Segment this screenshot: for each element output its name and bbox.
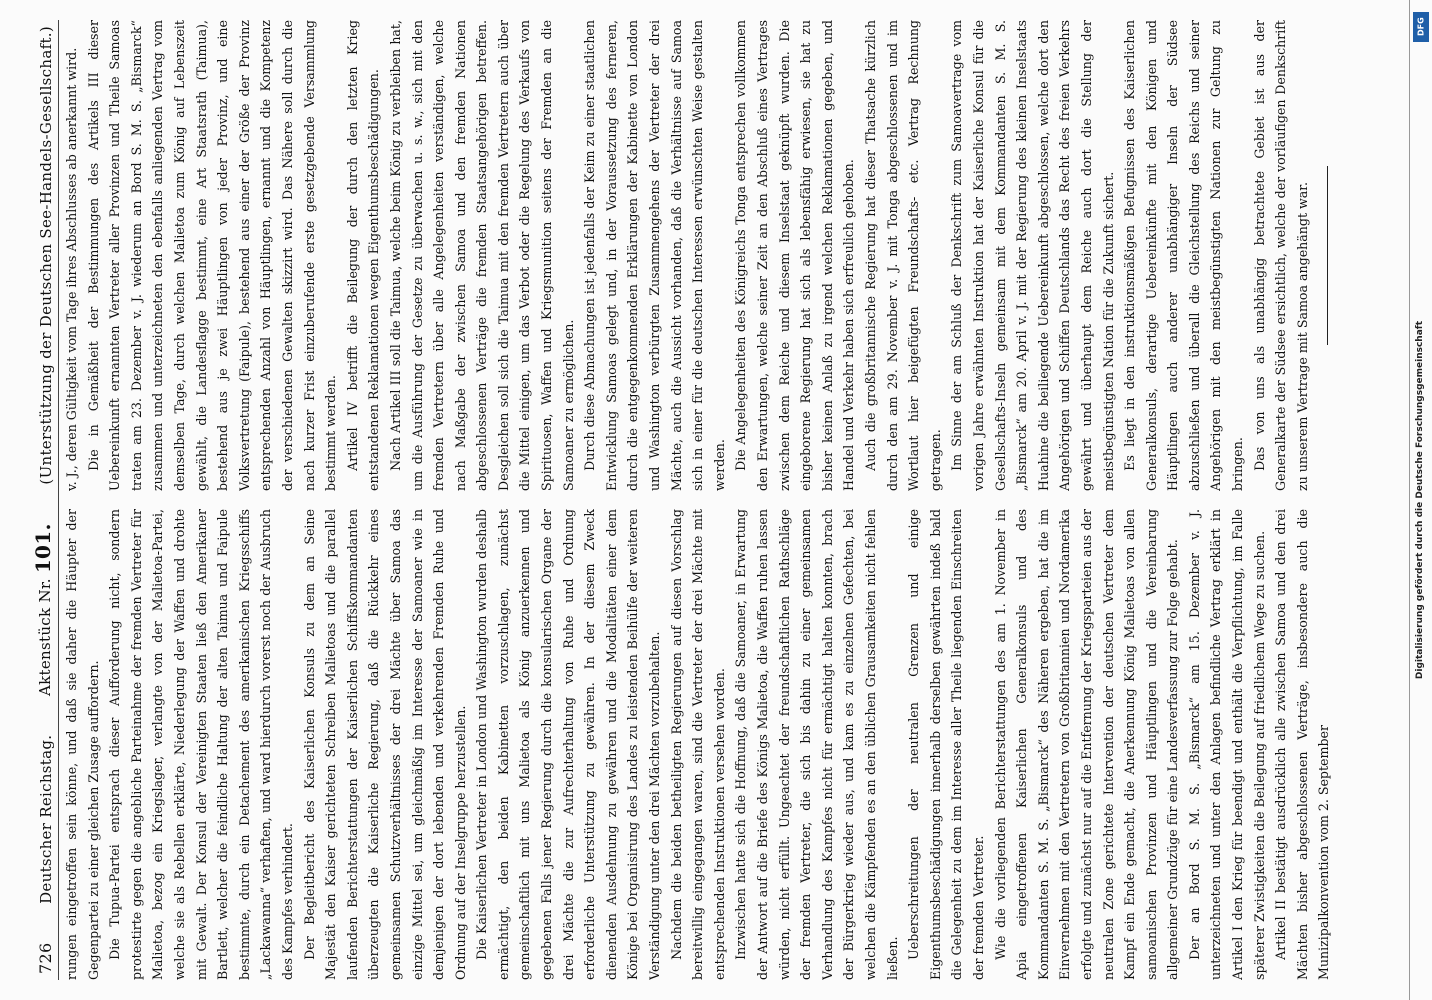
right-column — [61, 20, 1391, 491]
rotated-document-page — [21, 20, 1391, 980]
end-rule — [1327, 166, 1328, 345]
paragraph: Artikel IV betrifft die Beilegung der durch den letzten Krieg entstandenen Reklamationen wegen Eigenthumsbeschädigungen. — [344, 20, 382, 491]
digitization-stamp — [1414, 10, 1426, 990]
paragraph: Ueberschreitungen der neutralen Grenzen und einige Eigenthumsbeschädigungen innerhalb derselben gewährten indeß bald die Gelegenheit zu dem im Interesse aller Theile liegenden Einschreiten der fremden Vertreter. — [906, 509, 986, 980]
text-columns — [61, 20, 1391, 980]
paragraph: Der Begleitbericht des Kaiserlichen Konsuls zu dem an Seine Majestät den Kaiser gerichteten Schreiben Malietoas und die parallel laufenden Berichterstattungen der Kaiserlichen Schiffskommandanten überzeugten die Kaiserliche Regierung, daß die Rückkehr eines gemeinsamen Schutzverhältnisses der drei Mächte über Samoa das einzige Mittel sei, um gleichmäßig im Interesse der Samoaner wie in demjenigen der dort lebenden und verkehrenden Fremden Ruhe und Ordnung auf der Inselgruppe herzustellen. — [301, 509, 468, 980]
issue-number: 101. — [31, 523, 55, 574]
running-header — [21, 20, 59, 980]
page-number: 726 — [36, 942, 55, 974]
dfg-logo: DFG — [1413, 12, 1429, 42]
paragraph: Nachdem die beiden betheiligten Regierungen auf diesen Vorschlag bereitwillig eingegangen waren, sind die Vertreter der drei Mächte mit entsprechenden Instruktionen versehen worden. — [668, 509, 727, 980]
paragraph: v. J., deren Gültigkeit vom Tage ihres Abschlusses ab anerkannt wird. — [64, 47, 79, 491]
paragraph: Die Kaiserlichen Vertreter in London und Washington wurden deshalb ermächtigt, den beiden Kabinetten vorzuschlagen, zunächst gemeinschaftlich mit uns Malietoa als König anzuerkennen und gegebenen Falls jener Regierung durch die konsularischen Organe der drei Mächte die zur Aufrechterhaltung von Ruhe und Ordnung erforderliche Unterstützung zu gewähren. In der diesem Zweck dienenden Ausdehnung zu gewähren und die Modalitäten einer dem Könige bei Organisirung des Landes zu leistenden Beihülfe der weiteren Verständigung unter den drei Mächten vorzubehalten. — [474, 509, 663, 980]
section-title: (Unterstützung der Deutschen See-Handels-Gesellschaft.) — [37, 26, 55, 485]
issue-text: Aktenstück Nr. — [36, 578, 54, 696]
paragraph: Durch diese Abmachungen ist jedenfalls der Keim zu einer staatlichen Entwicklung Samoas gelegt und, in der Voraussetzung des ferneren, durch die entgegenkommenden Erklärungen der Kabinette von London und Washington verbürgten Zusammengehens der Vertreter der drei Mächte, auch die Aussicht vorhanden, daß die Verhältnisse auf Samoa sich in einer für die deutschen Interessen erwünschten Weise gestalten werden. — [582, 20, 727, 491]
paragraph: Inzwischen hatte sich die Hoffnung, daß die Samoaner, in Erwartung der Antwort auf die Briefe des Königs Malietoa, die Waffen ruhen lassen würden, nicht erfüllt. Ungeachtet der freundschaftlichen Rathschläge der fremden Vertreter, die sich bis dahin zu einer gemeinsamen Verhandlung des Kampfes nicht für ermächtigt halten konnten, brach der Bürgerkrieg wieder aus, und kam es zu einzelnen Gefechten, bei welchen die Kämpfenden es an den üblichen Grausamkeiten nicht fehlen ließen. — [733, 509, 900, 980]
scan-edge — [1409, 0, 1410, 1000]
paragraph: Im Sinne der am Schluß der Denkschrift zum Samoavertrage vom vorigen Jahre erwähnten Instruktion hat der Kaiserliche Konsul für die Gesellschafts-Inseln gemeinsam mit dem Kommandanten S. M. S. „Bismarck“ am 20. April v. J. mit der Regierung des kleinen Inselstaats Huahine die beiliegende Uebereinkunft abgeschlossen, welche dort den Angehörigen und Schiffen Deutschlands das Recht des freien Verkehrs gewährt und überhaupt dem Reiche auch dort die Stellung der meistbegünstigten Nation für die Zukunft sichert. — [949, 20, 1116, 491]
journal-title: Deutscher Reichstag. — [37, 734, 55, 904]
paragraph: Es liegt in den instruktionsmäßigen Befugnissen des Kaiserlichen Generalkonsuls, derartige Uebereinkünfte mit den Königen und Häuptlingen auch anderer unabhängiger Inseln der Südsee abzuschließen und überall die Gleichstellung des Reichs und seiner Angehörigen mit den meistbegünstigten Nationen zur Geltung zu bringen. — [1122, 20, 1246, 491]
paragraph: Artikel II bestätigt ausdrücklich alle zwischen Samoa und den drei Mächten bisher abgeschlossenen Verträge, insbesondere auch die Munizipalkonvention vom 2. September — [1273, 509, 1332, 980]
paragraph: Das von uns als unabhängig betrachtete Gebiet ist aus der Generalkarte der Südsee ersichtlich, welche der vorläufigen Denkschrift zu unserem Vertrage mit Samoa angehängt war. — [1251, 20, 1310, 491]
paragraph: Auch die großbritannische Regierung hat dieser Thatsache kürzlich durch den am 29. November v. J. mit Tonga abgeschlossenen und im Wortlaut hier beigefügten Freundschafts- etc. Vertrag Rechnung getragen. — [862, 20, 943, 491]
stamp-text: Digitalisierung gefördert durch die Deutsche Forschungsgemeinschaft — [1415, 320, 1425, 680]
paragraph: Nach Artikel III soll die Taimua, welche beim König zu verbleiben hat, um die Ausführung der Gesetze zu überwachen u. s. w., sich mit den fremden Vertretern über alle Angelegenheiten verständigen, welche nach Maßgabe der zwischen Samoa und den fremden Nationen abgeschlossenen Verträge die fremden Staatsangehörigen betreffen. Desgleichen soll sich die Taimua mit den fremden Vertretern auch über die Mittel einigen, um das Verbot oder die Regelung des Verkaufs von Spirituosen, Waffen und Kriegsmunition seitens der Fremden an die Samoaner zu ermöglichen. — [387, 20, 576, 491]
issue-label — [31, 523, 55, 696]
paragraph: Die Tupua-Partei entsprach dieser Aufforderung nicht, sondern protestirte gegen die angebliche Parteinahme der fremden Vertreter für Malietoa, bezog ein Kriegslager, verlangte von der Malietoa-Partei, welche sie als Rebellen erklärte, Niederlegung der Waffen und drohte mit Gewalt. Der Konsul der Vereinigten Staaten ließ den Amerikaner Bartlett, welcher die feindliche Haltung der alten Taimua und Faipule bestimmte, durch ein Detachement des amerikanischen Kriegsschiffs „Lackawanna“ verhaften, und ward hierdurch vorerst noch der Ausbruch des Kampfes verhindert. — [107, 509, 295, 980]
paragraph: Wie die vorliegenden Berichterstattungen des am 1. November in Apia eingetroffenen Kaiserlichen Generalkonsuls und des Kommandanten S. M. S. „Bismarck“ des Näheren ergeben, hat die im Einvernehmen mit den Vertretern von Großbritannien und Nordamerika erfolgte und zunächst nur auf die Entfernung der Kriegsparteien aus der neutralen Zone gerichtete Intervention der deutschen Vertreter dem Kampf ein Ende gemacht, die Anerkennung König Malietoas von allen samoanischen Provinzen und Häuptlingen und die Vereinbarung allgemeiner Grundzüge für eine Landesverfassung zur Folge gehabt. — [992, 509, 1181, 980]
paragraph: Die Angelegenheiten des Königreichs Tonga entsprechen vollkommen den Erwartungen, welche seiner Zeit an den Abschluß eines Vertrages zwischen dem Reiche und diesem Inselstaat geknüpft wurden. Die eingeborene Regierung hat sich als lebensfähig erwiesen, sie hat zu bisher keinen Anlaß zu irgend welchen Reklamationen gegeben, und Handel und Verkehr haben sich erfreulich gehoben. — [733, 20, 857, 491]
paragraph: Die in Gemäßheit der Bestimmungen des Artikels III dieser Uebereinkunft ernannten Vertreter aller Provinzen und Theile Samoas traten am 23. Dezember v. J. wiederum an Bord S. M. S. „Bismarck“ zusammen und unterzeichneten den ebenfalls anliegenden Vertrag vom demselben Tage, durch welchen Malietoa zum König auf Lebenszeit gewählt, die Landesflagge bestimmt, eine Art Staatsrath (Taimua), bestehend aus je zwei Häuptlingen von jeder Provinz, und eine Volksvertretung (Faipule), bestehend aus einer der Größe der Provinz entsprechenden Anzahl von Häuptlingen, ernannt und die Kompetenz der verschiedenen Gewalten skizzirt wird. Das Nähere soll durch die nach kurzer Frist einzuberufende erste gesetzgebende Versammlung bestimmt werden. — [85, 20, 339, 491]
left-column — [61, 509, 1391, 980]
paragraph: rungen eingetroffen sein könne, und daß sie daher die Häupter der Gegenpartei zu einer gleichen Zusage auffordern. — [64, 509, 101, 980]
paragraph: Der an Bord S. M. S. „Bismarck“ am 15. Dezember v. J. unterzeichneten und unter den Anlagen befindliche Vertrag erklärt in Artikel I den Krieg für beendigt und enthält die Verpflichtung, im Falle späterer Zwistigkeiten die Beilegung auf friedlichem Wege zu suchen. — [1186, 509, 1267, 980]
